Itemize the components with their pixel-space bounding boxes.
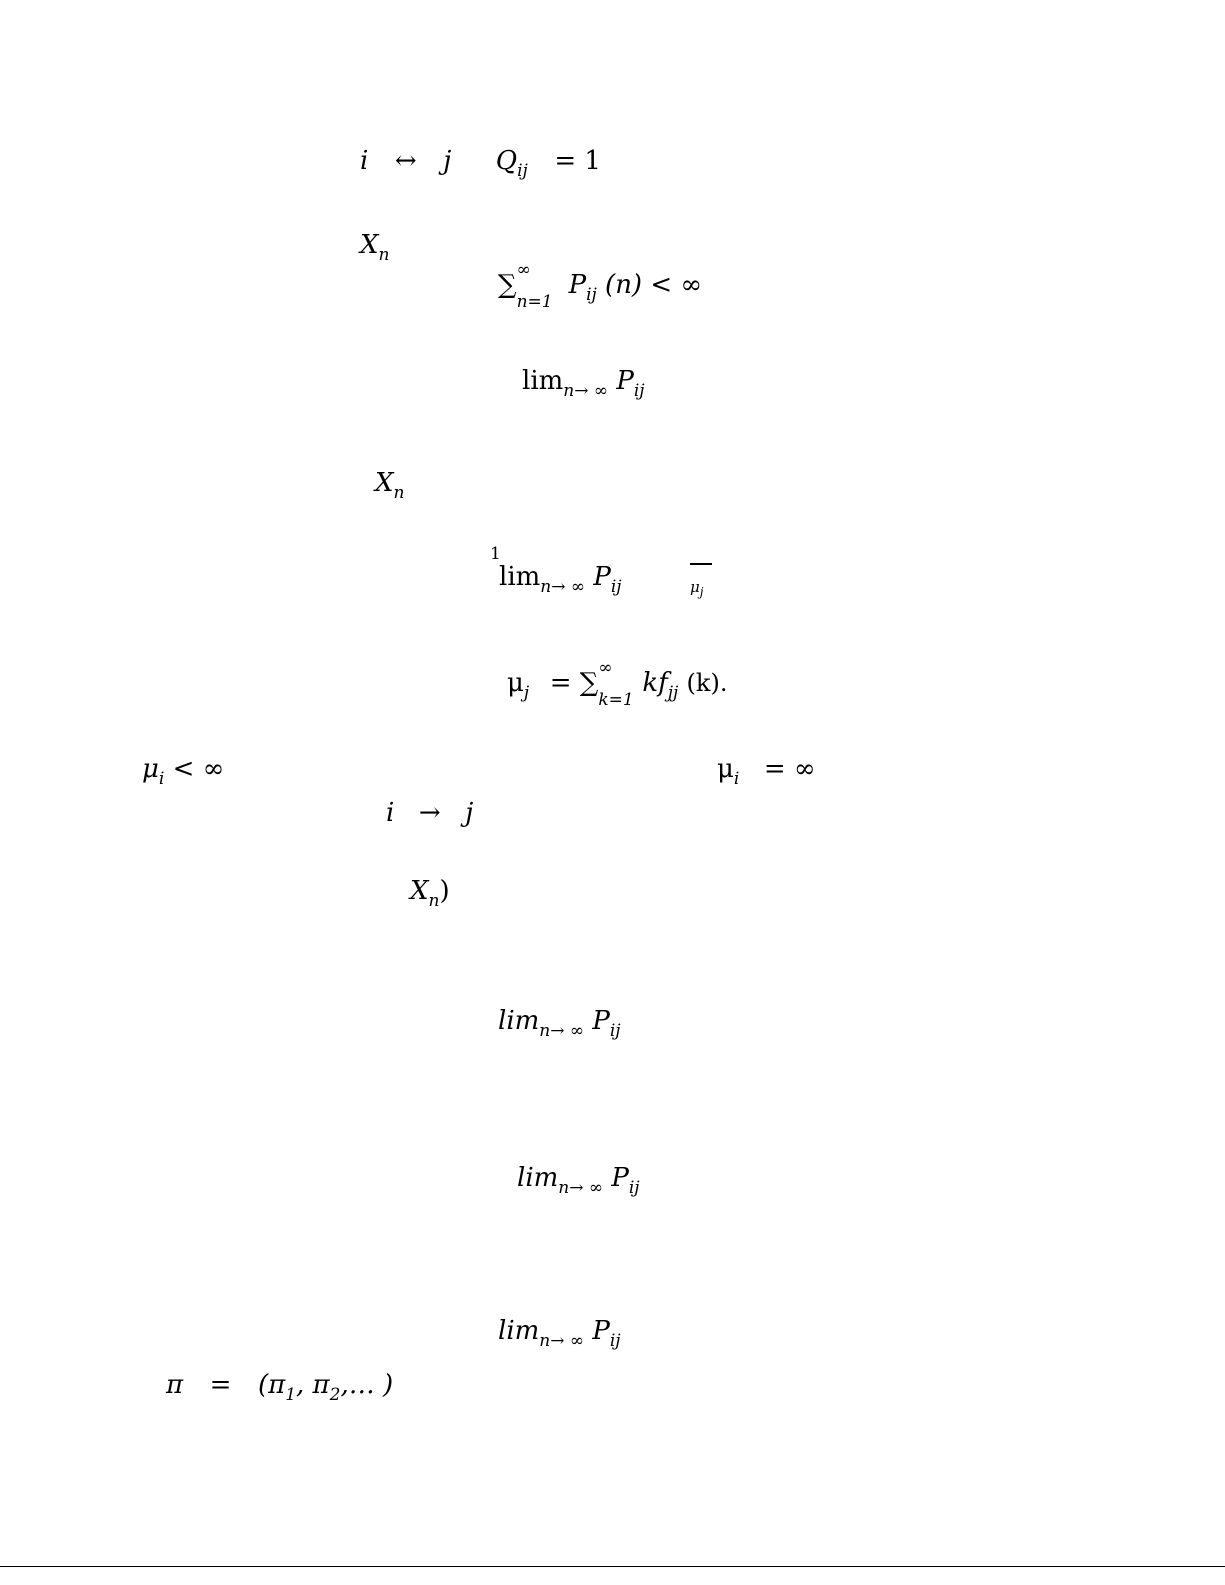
math-subscript: ij <box>610 577 622 597</box>
math-operator: lim <box>517 1163 559 1193</box>
math-symbol: kf <box>642 668 668 698</box>
math-symbol: X <box>360 230 379 260</box>
math-symbol: P <box>568 270 587 300</box>
equation-communicate <box>360 146 601 181</box>
math-symbol: P <box>616 366 634 396</box>
math-symbol: Q <box>495 146 518 176</box>
math-symbol: μ <box>717 754 734 784</box>
math-subscript: n <box>378 245 390 265</box>
math-symbol: j <box>465 798 474 828</box>
math-operator: = <box>209 1370 232 1400</box>
math-subscript: ij <box>586 285 597 305</box>
math-subscript: 1 <box>285 1385 297 1405</box>
math-symbol: P <box>592 1316 610 1346</box>
math-subscript: ij <box>633 381 645 401</box>
math-subscript: n→ ∞ <box>540 577 586 597</box>
math-subscript: n <box>428 891 440 911</box>
fraction-denominator-group <box>690 563 704 599</box>
math-subscript: n <box>393 483 405 503</box>
equation-stationary-distribution <box>166 1370 394 1405</box>
equation-null-recurrent <box>717 754 816 789</box>
equation-mean-return-time <box>507 658 728 710</box>
math-expression: (n) < ∞ <box>605 270 703 300</box>
sum-symbol: ∑ <box>498 270 517 300</box>
fraction-numerator: 1 <box>490 544 501 564</box>
math-symbol: X <box>375 468 394 498</box>
math-operator: lim <box>499 562 541 592</box>
math-subscript: k=1 <box>598 690 634 710</box>
math-symbol: , π <box>296 1370 330 1400</box>
math-subscript: j <box>699 585 704 599</box>
math-subscript: jj <box>667 683 679 703</box>
math-superscript: ∞ <box>516 260 531 280</box>
equation-xn-2 <box>375 468 405 503</box>
equation-limit-3 <box>517 1163 640 1198</box>
math-operator: < ∞ <box>172 754 225 784</box>
math-expression: (k). <box>686 669 728 697</box>
math-symbol: i <box>386 798 395 828</box>
math-subscript: n=1 <box>516 292 553 312</box>
math-symbol: j <box>443 146 452 176</box>
math-subscript: ij <box>517 161 528 181</box>
math-subscript: ij <box>609 1331 621 1351</box>
equation-positive-recurrent <box>142 754 225 789</box>
equation-limit-mean-return <box>490 544 622 597</box>
math-subscript: n→ ∞ <box>558 1178 604 1198</box>
math-symbol: μ <box>142 754 159 784</box>
sum-symbol: ∑ <box>579 668 599 698</box>
equation-xn-3 <box>410 876 450 911</box>
math-subscript: i <box>733 769 740 789</box>
math-subscript: n→ ∞ <box>539 1331 585 1351</box>
equation-limit-4 <box>498 1316 621 1351</box>
math-symbol: π <box>166 1370 184 1400</box>
math-expression: ,… ) <box>340 1370 394 1400</box>
sum-limits <box>598 658 638 710</box>
math-subscript: 2 <box>329 1385 341 1405</box>
math-operator: = <box>549 668 572 698</box>
math-operator: lim <box>498 1006 540 1036</box>
equation-limit-2 <box>498 1006 621 1041</box>
math-operator: = 1 <box>554 146 601 176</box>
math-symbol: X <box>410 876 429 906</box>
math-symbol: P <box>592 1006 610 1036</box>
math-symbol: P <box>611 1163 629 1193</box>
sum-limits <box>516 260 557 312</box>
math-subscript: ij <box>628 1178 640 1198</box>
equation-transient-sum <box>498 260 703 312</box>
equation-accessible <box>386 800 473 826</box>
equation-limit-1 <box>522 366 645 401</box>
math-subscript: n→ ∞ <box>539 1021 585 1041</box>
page-bottom-rule <box>0 1566 1225 1567</box>
math-symbol: μ <box>690 578 700 596</box>
math-operator: = ∞ <box>763 754 816 784</box>
math-operator: ) <box>439 876 450 906</box>
math-symbol: P <box>593 562 611 592</box>
fraction-bar <box>690 563 712 565</box>
math-subscript: j <box>523 683 530 703</box>
math-operator: ↔ <box>394 146 417 176</box>
math-superscript: ∞ <box>598 658 613 678</box>
math-operator: lim <box>522 366 564 396</box>
math-subscript: i <box>158 769 165 789</box>
math-subscript: ij <box>609 1021 621 1041</box>
math-subscript: n→ ∞ <box>563 381 609 401</box>
equation-xn-1 <box>360 230 390 265</box>
math-symbol: μ <box>507 668 524 698</box>
math-symbol: i <box>360 146 369 176</box>
math-symbol: (π <box>257 1370 286 1400</box>
math-operator: lim <box>498 1316 540 1346</box>
math-operator: → <box>418 798 441 828</box>
